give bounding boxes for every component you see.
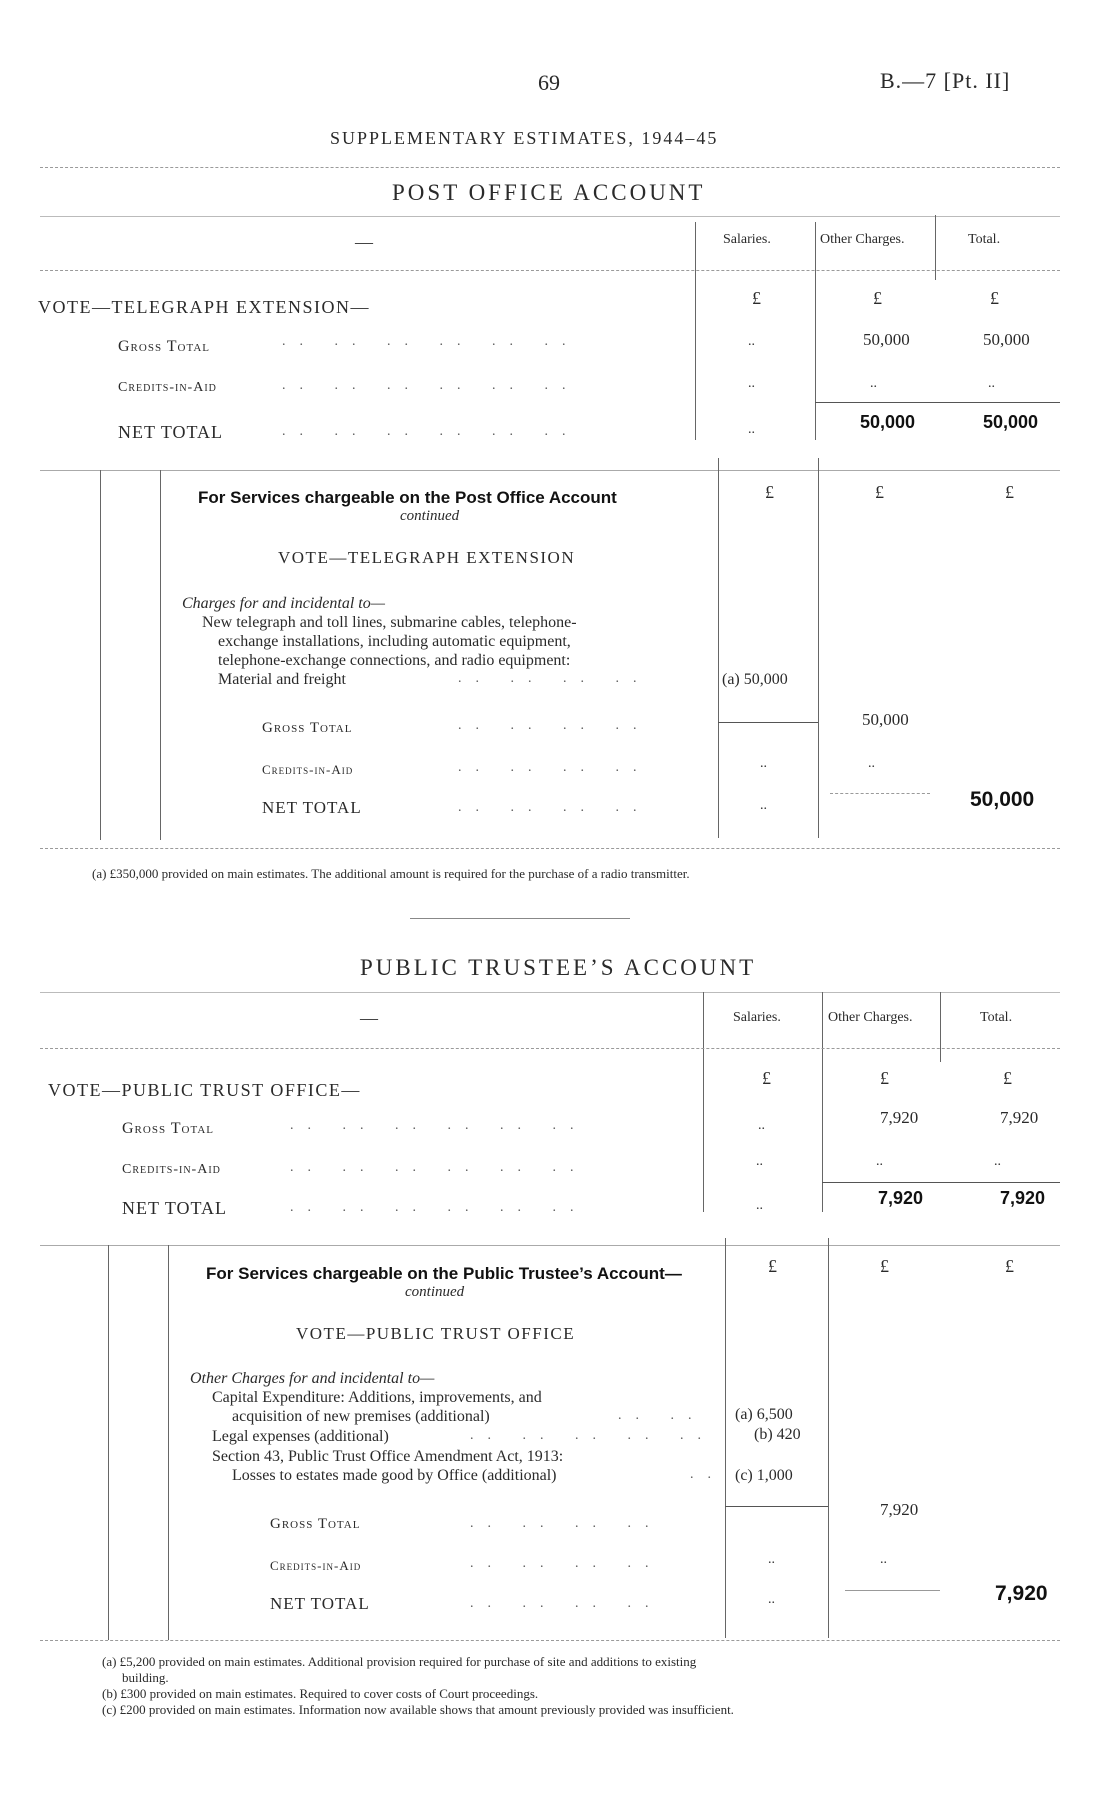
column-divider [828,1238,829,1638]
net-salaries: .. [756,1198,763,1213]
currency-other: £ [880,1068,889,1088]
account-title-public-trustee: PUBLIC TRUSTEE’S ACCOUNT [360,955,757,980]
currency-total: £ [1005,1256,1014,1276]
footnote: (a) £350,000 provided on main estimates. The additional amount is required for the purchase of a radio transmitter. [92,866,690,881]
item-line: acquisition of new premises (additional) [232,1408,490,1425]
footnote: building. [122,1670,169,1685]
column-divider [822,992,823,1212]
leader-dots: .. .. [618,1408,706,1423]
item-amount: (c) 1,000 [735,1467,793,1484]
credits-total: .. [988,376,995,391]
currency-salaries: £ [765,482,774,502]
column-header-dash: — [355,232,373,252]
detail-top-rule [40,1245,1060,1246]
column-header-salaries: Salaries. [733,1010,781,1025]
item-line: telephone-exchange connections, and radio equipment: [218,652,571,669]
column-divider [818,458,819,838]
detail-net-label: NET TOTAL [270,1594,370,1613]
net-salaries: .. [748,422,755,437]
credits-total: .. [994,1154,1001,1169]
currency-other: £ [875,482,884,502]
leader-dots: .. .. .. .. [458,760,651,775]
leader-dots: .. .. .. .. [458,671,651,686]
sum-rule [718,722,818,723]
column-divider [940,992,941,1062]
detail-net-total: 50,000 [970,788,1035,811]
column-header-other-charges: Other Charges. [828,1010,913,1025]
row-label-credits-in-aid: Credits-in-Aid [122,1162,221,1177]
column-header-total: Total. [980,1010,1013,1025]
column-divider [695,222,696,440]
row-label-gross-total: Gross Total [122,1120,215,1137]
currency-other: £ [873,288,882,308]
net-total: 7,920 [1000,1188,1046,1208]
leader-dots: .. .. .. .. .. .. [290,1118,588,1133]
footnote: (a) £5,200 provided on main estimates. Additional provision required for purchase of site and additions to existing [102,1654,697,1669]
net-rule [815,402,1060,403]
detail-bottom-rule [40,848,1060,849]
gross-salaries: .. [748,334,755,349]
gross-salaries: .. [758,1118,765,1133]
detail-top-rule [40,470,1060,471]
detail-credits-col2: .. [880,1552,887,1567]
currency-total: £ [1003,1068,1012,1088]
currency-total: £ [990,288,999,308]
detail-net-col1: .. [760,798,767,813]
leader-dots: .. [690,1467,725,1482]
column-divider [718,458,719,838]
section-separator [410,918,630,919]
net-rule [822,1182,1060,1183]
detail-credits-label: Credits-in-Aid [262,762,354,777]
net-rule [830,793,930,794]
leader-dots: .. .. .. .. .. .. [282,378,580,393]
vote-subtitle-telegraph: VOTE—TELEGRAPH EXTENSION [278,548,576,567]
detail-gross-label: Gross Total [270,1516,361,1532]
leader-dots: .. .. .. .. [458,718,651,733]
table-top-rule [40,216,1060,217]
header-rule [40,270,1060,271]
item-line: Losses to estates made good by Office (additional) [232,1467,557,1484]
item-line: Section 43, Public Trust Office Amendment Act, 1913: [212,1448,564,1465]
leader-dots: .. .. .. .. .. [470,1428,715,1443]
detail-gross-other: 50,000 [862,710,909,729]
continued-label: continued [405,1284,465,1300]
currency-total: £ [1005,482,1014,502]
net-rule [845,1590,940,1591]
page-reference: B.—7 [Pt. II] [880,68,1011,93]
leader-dots: .. .. .. .. [470,1516,663,1531]
gross-total: 50,000 [983,330,1030,349]
detail-left-bar [108,1245,109,1640]
services-heading: For Services chargeable on the Public Trustee’s Account— [206,1264,682,1283]
leader-dots: .. .. .. .. .. .. [290,1200,588,1215]
currency-salaries: £ [752,288,761,308]
credits-other: .. [876,1154,883,1169]
item-line: New telegraph and toll lines, submarine cables, telephone- [202,614,577,631]
leader-dots: .. .. .. .. .. .. [282,334,580,349]
footnote: (b) £300 provided on main estimates. Required to cover costs of Court proceedings. [102,1686,539,1701]
charges-intro: Other Charges for and incidental to— [190,1370,435,1387]
gross-other: 7,920 [880,1108,919,1127]
column-divider [703,992,704,1212]
item-amount: (a) 50,000 [722,671,788,688]
account-title-post-office: POST OFFICE ACCOUNT [392,180,706,205]
vote-title-public-trust: VOTE—PUBLIC TRUST OFFICE— [48,1080,361,1100]
row-label-net-total: NET TOTAL [118,422,224,442]
credits-salaries: .. [756,1154,763,1169]
supplementary-title: SUPPLEMENTARY ESTIMATES, 1944–45 [330,128,719,148]
detail-bottom-rule [40,1640,1060,1641]
vote-subtitle-public-trust: VOTE—PUBLIC TRUST OFFICE [296,1324,576,1343]
item-amount: (b) 420 [754,1426,801,1443]
currency-salaries: £ [762,1068,771,1088]
detail-credits-label: Credits-in-Aid [270,1558,362,1573]
continued-label: continued [400,508,460,524]
services-heading: For Services chargeable on the Post Office Account [198,488,617,507]
gross-total: 7,920 [1000,1108,1039,1127]
credits-other: .. [870,376,877,391]
leader-dots: .. .. .. .. [458,800,651,815]
divider [40,167,1060,168]
item-line: Capital Expenditure: Additions, improvements, and [212,1389,542,1406]
credits-salaries: .. [748,376,755,391]
leader-dots: .. .. .. .. [470,1596,663,1611]
item-amount: (a) 6,500 [735,1406,793,1423]
detail-gross-label: Gross Total [262,720,353,736]
row-label-credits-in-aid: Credits-in-Aid [118,380,217,395]
row-label-net-total: NET TOTAL [122,1198,228,1218]
detail-credits-col1: .. [760,756,767,771]
column-header-salaries: Salaries. [723,232,771,247]
detail-net-total: 7,920 [995,1582,1048,1605]
currency-other: £ [880,1256,889,1276]
column-divider [815,222,816,440]
column-divider [725,1238,726,1638]
item-line: Legal expenses (additional) [212,1428,389,1445]
detail-left-bar [160,470,161,840]
charges-intro: Charges for and incidental to— [182,595,385,612]
leader-dots: .. .. .. .. .. .. [290,1160,588,1175]
detail-credits-col1: .. [768,1552,775,1567]
gross-other: 50,000 [863,330,910,349]
item-line: Material and freight [218,671,346,688]
page-number: 69 [538,70,560,95]
detail-net-label: NET TOTAL [262,798,362,817]
row-label-gross-total: Gross Total [118,338,211,355]
column-header-total: Total. [968,232,1001,247]
net-other: 7,920 [878,1188,924,1208]
item-line: exchange installations, including automatic equipment, [218,633,571,650]
header-rule [40,1048,1060,1049]
footnote: (c) £200 provided on main estimates. Information now available shows that amount previously provided was insufficient. [102,1702,734,1717]
leader-dots: .. .. .. .. [470,1556,663,1571]
currency-salaries: £ [768,1256,777,1276]
leader-dots: .. .. .. .. .. .. [282,424,580,439]
net-total: 50,000 [983,412,1039,432]
vote-title-telegraph: VOTE—TELEGRAPH EXTENSION— [38,297,370,317]
net-other: 50,000 [860,412,916,432]
detail-gross-other: 7,920 [880,1500,919,1519]
sum-rule [725,1506,828,1507]
table-top-rule [40,992,1060,993]
detail-net-col1: .. [768,1592,775,1607]
detail-credits-col2: .. [868,756,875,771]
column-header-dash: — [360,1008,378,1028]
column-header-other-charges: Other Charges. [820,232,905,247]
detail-left-bar [168,1245,169,1640]
detail-left-bar [100,470,101,840]
